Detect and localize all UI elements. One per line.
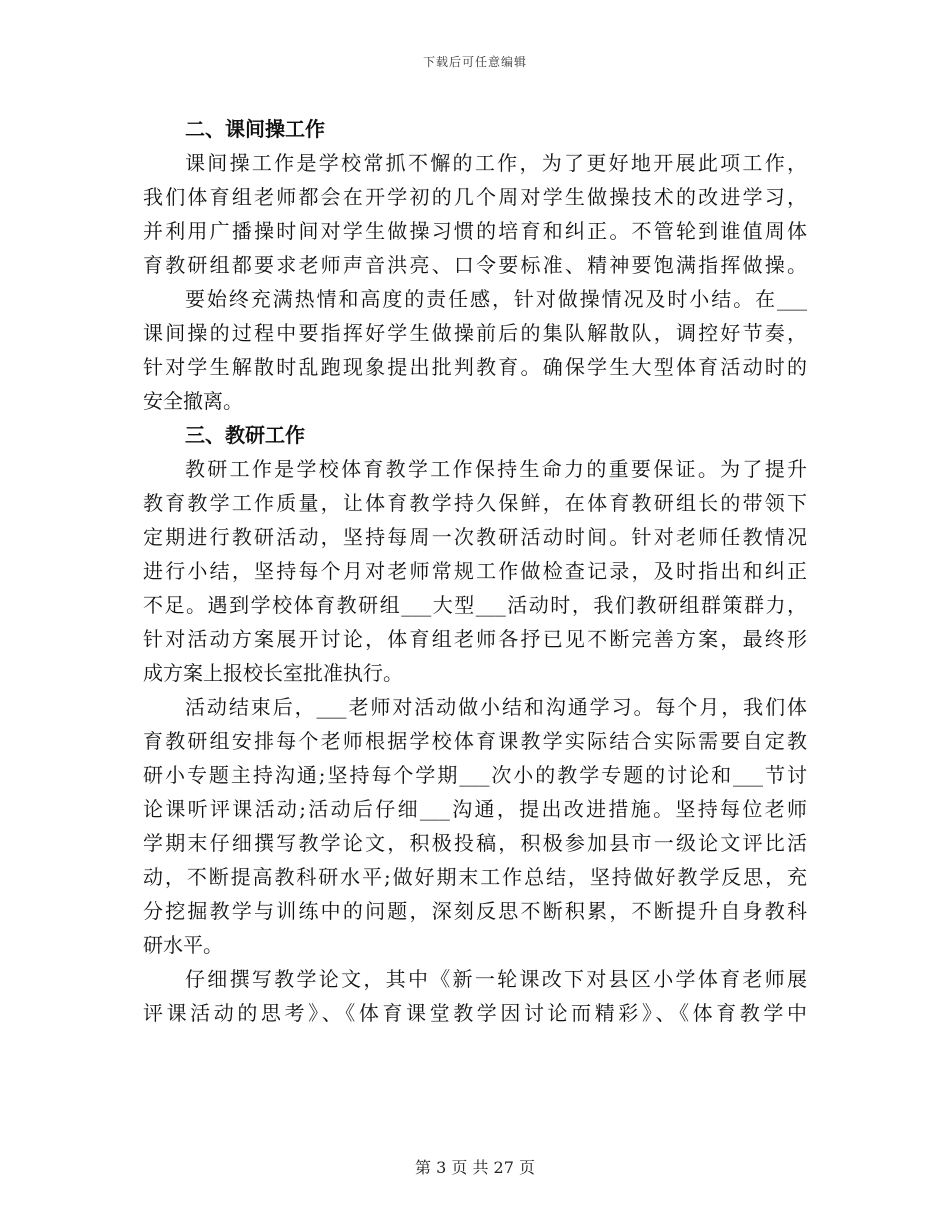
paragraph-line: 课间操工作是学校常抓不懈的工作，为了更好地开展此项工作， [185, 151, 807, 175]
paragraph-line: 研小专题主持沟通;坚持每个学期___次小的教学专题的讨论和___节讨 [143, 763, 807, 787]
paragraph-line: 并利用广播操时间对学生做操习惯的培育和纠正。不管轮到谁值周体 [143, 219, 807, 243]
paragraph-line: 评课活动的思考》、《体育课堂教学因讨论而精彩》、《体育教学中 [143, 1001, 807, 1025]
header-note: 下载后可任意编辑 [422, 55, 527, 69]
section-heading-research: 三、教研工作 [185, 423, 305, 447]
paragraph-line: 论课听评课活动;活动后仔细___沟通，提出改进措施。坚持每位老师 [143, 797, 807, 821]
section-heading-exercise: 二、课间操工作 [185, 117, 325, 141]
paragraph-line: 活动结束后，___老师对活动做小结和沟通学习。每个月，我们体 [185, 695, 807, 719]
paragraph-line: 教育教学工作质量，让体育教学持久保鲜，在体育教研组长的带领下 [143, 491, 807, 515]
paragraph-line: 教研工作是学校体育教学工作保持生命力的重要保证。为了提升 [185, 457, 807, 481]
paragraph-line: 要始终充满热情和高度的责任感，针对做操情况及时小结。在___ [185, 287, 807, 311]
paragraph-line: 不足。遇到学校体育教研组___大型___活动时，我们教研组群策群力， [143, 593, 807, 617]
paragraph-line: 分挖掘教学与训练中的问题，深刻反思不断积累，不断提升自身教科 [143, 899, 807, 923]
paragraph-line: 定期进行教研活动，坚持每周一次教研活动时间。针对老师任教情况 [143, 525, 807, 549]
paragraph-line: 进行小结，坚持每个月对老师常规工作做检查记录，及时指出和纠正 [143, 559, 807, 583]
paragraph-line: 课间操的过程中要指挥好学生做操前后的集队解散队，调控好节奏， [143, 321, 807, 345]
paragraph-line: 育教研组都要求老师声音洪亮、口令要标准、精神要饱满指挥做操。 [143, 253, 807, 277]
document-body [143, 112, 807, 1030]
paragraph-line: 育教研组安排每个老师根据学校体育课教学实际结合实际需要自定教 [143, 729, 807, 753]
paragraph-line: 针对活动方案展开讨论，体育组老师各抒已见不断完善方案，最终形 [143, 627, 807, 651]
paragraph-line: 学期末仔细撰写教学论文，积极投稿，积极参加县市一级论文评比活 [143, 831, 807, 855]
paragraph-line: 研水平。 [143, 933, 223, 957]
paragraph-line: 仔细撰写教学论文，其中《新一轮课改下对县区小学体育老师展 [185, 967, 807, 991]
paragraph-line: 针对学生解散时乱跑现象提出批判教育。确保学生大型体育活动时的 [143, 355, 807, 379]
paragraph-line: 成方案上报校长室批准执行。 [143, 661, 403, 685]
paragraph-line: 动，不断提高教科研水平;做好期末工作总结，坚持做好教学反思，充 [143, 865, 807, 889]
page-number: 第 3 页 共 27 页 [415, 1158, 535, 1177]
paragraph-line: 安全撤离。 [143, 389, 243, 413]
paragraph-line: 我们体育组老师都会在开学初的几个周对学生做操技术的改进学习， [143, 185, 807, 209]
